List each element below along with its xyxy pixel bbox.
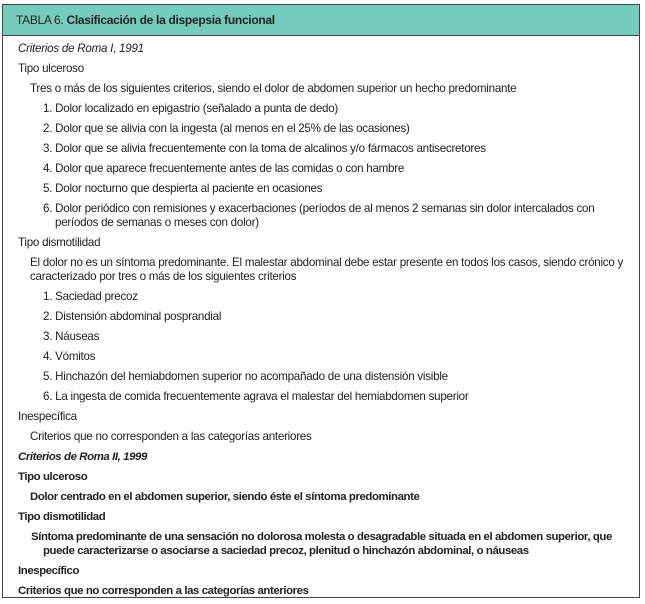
roma2-ulceroso-title: Tipo ulceroso bbox=[18, 471, 88, 483]
list-item: 3. Náuseas bbox=[43, 330, 100, 343]
roma1-inespecifica-text: Criterios que no corresponden a las categorías anteriores bbox=[30, 430, 312, 443]
roma1-ulceroso-intro: Tres o más de los siguientes criterios, siendo el dolor de abdomen superior un hecho predominante bbox=[30, 82, 517, 95]
roma1-dismotilidad-title: Tipo dismotilidad bbox=[18, 236, 101, 249]
roma2-inespecifico-title: Inespecífico bbox=[18, 565, 80, 577]
list-item: 2. Dolor que se alivia con la ingesta (al menos en el 25% de las ocasiones) bbox=[43, 122, 410, 135]
list-item: 6. La ingesta de comida frecuentemente agrava el malestar del hemiabdomen superior bbox=[43, 390, 469, 403]
list-item: 5. Hinchazón del hemiabdomen superior no acompañado de una distensión visible bbox=[43, 370, 448, 383]
roma1-ulceroso-title: Tipo ulceroso bbox=[18, 62, 84, 75]
list-item: 1. Saciedad precoz bbox=[43, 290, 138, 303]
roma2-ulceroso-text: Dolor centrado en el abdomen superior, siendo éste el síntoma predominante bbox=[30, 491, 420, 503]
list-item: 4. Vómitos bbox=[43, 350, 96, 363]
table-header bbox=[3, 5, 639, 36]
list-item: 1. Dolor localizado en epigastrio (señalado a punta de dedo) bbox=[43, 102, 339, 115]
roma2-dismotilidad-title: Tipo dismotilidad bbox=[18, 511, 106, 523]
roma1-inespecifica-title: Inespecífica bbox=[18, 410, 77, 423]
list-item: 4. Dolor que aparece frecuentemente antes de las comidas o con hambre bbox=[43, 162, 405, 175]
roma1-heading: Criterios de Roma I, 1991 bbox=[18, 42, 144, 55]
list-item: 6. Dolor periódico con remisiones y exacerbaciones (períodos de al menos 2 semanas sin dolor intercalados con períodos de semanas o meses con dolor) bbox=[43, 202, 595, 229]
list-item: 2. Distensión abdominal posprandial bbox=[43, 310, 222, 323]
list-item: 5. Dolor nocturno que despierta al paciente en ocasiones bbox=[43, 182, 323, 195]
classification-table bbox=[2, 4, 640, 598]
roma2-inespecifico-text: Criterios que no corresponden a las categorías anteriores bbox=[18, 585, 309, 597]
roma1-dismotilidad-intro: El dolor no es un síntoma predominante. El malestar abdominal debe estar presente en todos los casos, siendo crónico y caracterizado por tres o más de los siguientes criterios bbox=[30, 256, 624, 283]
list-item: 3. Dolor que se alivia frecuentemente con la toma de alcalinos y/o fármacos antisecretores bbox=[43, 142, 486, 155]
table-body bbox=[3, 36, 639, 601]
roma2-dismotilidad-text: Síntoma predominante de una sensación no dolorosa molesta o desagradable situada en el abdomen superior, que puede caracterizarse o asociarse a saciedad precoz, plenitud o hinchazón abdominal, o náuseas bbox=[31, 531, 612, 557]
table-label: TABLA 6. bbox=[16, 13, 64, 27]
table-title: Clasificación de la dispepsia funcional bbox=[66, 13, 275, 27]
roma2-heading: Criterios de Roma II, 1999 bbox=[18, 451, 147, 463]
